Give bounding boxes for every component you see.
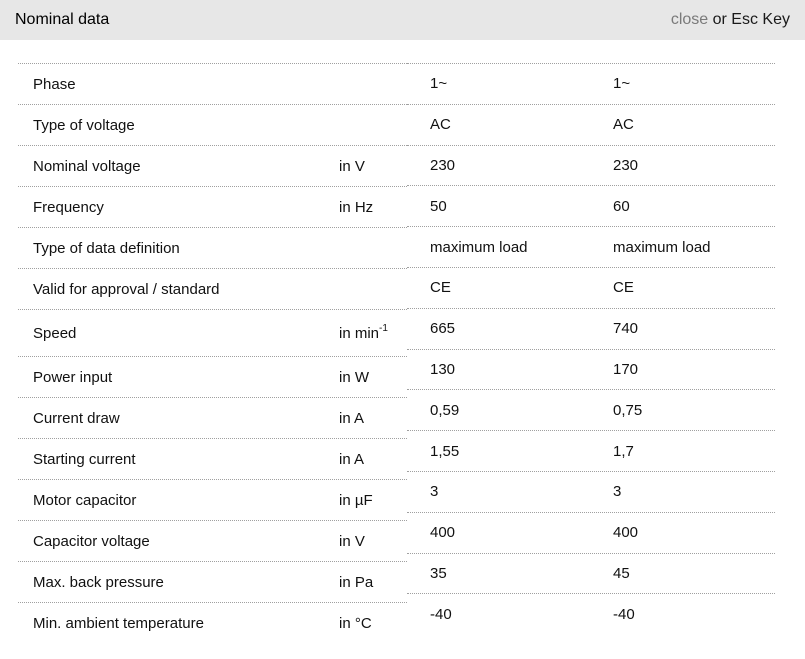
row-value-2: 60 — [613, 197, 630, 215]
row-label: Nominal voltage — [33, 157, 141, 175]
row-value-1: maximum load — [430, 238, 528, 256]
row-value-1: 1,55 — [430, 442, 460, 460]
table-row — [18, 602, 407, 643]
row-value-2: 1,7 — [613, 442, 634, 460]
row-value-1: 130 — [430, 360, 456, 378]
row-value-1: 35 — [430, 564, 447, 582]
table-row — [18, 397, 407, 438]
row-value-2: 170 — [613, 360, 639, 378]
table-row — [18, 268, 407, 309]
row-unit: in µF — [339, 491, 373, 509]
row-label: Starting current — [33, 450, 136, 468]
row-value-1: 50 — [430, 197, 447, 215]
row-label: Phase — [33, 75, 76, 93]
row-unit: in A — [339, 409, 365, 427]
row-label: Power input — [33, 368, 113, 386]
row-label: Current draw — [33, 409, 120, 427]
table-row-values — [407, 145, 775, 186]
table-row-values — [407, 471, 775, 512]
row-label: Frequency — [33, 198, 104, 216]
row-value-2: 0,75 — [613, 401, 643, 419]
row-value-1: AC — [430, 116, 451, 134]
row-unit: in A — [339, 450, 365, 468]
labels-table — [18, 63, 407, 643]
row-unit: in V — [339, 532, 365, 550]
row-unit: in Hz — [339, 198, 374, 216]
table-row-values — [407, 553, 775, 594]
row-value-1: CE — [430, 279, 451, 297]
table-row — [18, 104, 407, 145]
row-value-2: 230 — [613, 156, 639, 174]
table-row — [18, 356, 407, 397]
table-row — [18, 520, 407, 561]
table-row-values — [407, 389, 775, 430]
row-unit: in V — [339, 157, 365, 175]
row-value-2: 740 — [613, 320, 639, 338]
table-row — [18, 309, 407, 356]
table-row-values — [407, 267, 775, 308]
row-label: Speed — [33, 324, 77, 342]
row-label: Type of data definition — [33, 239, 180, 257]
row-value-1: 400 — [430, 524, 456, 542]
row-value-1: -40 — [430, 605, 452, 623]
unit-superscript: -1 — [379, 323, 388, 334]
row-value-1: 3 — [430, 483, 439, 501]
table-row-values — [407, 104, 775, 145]
row-value-2: 3 — [613, 483, 622, 501]
table-row-values — [407, 226, 775, 267]
table-row-values — [407, 63, 775, 104]
row-unit: in W — [339, 368, 369, 386]
row-value-1: 0,59 — [430, 401, 460, 419]
row-value-2: -40 — [613, 605, 635, 623]
table-row — [18, 227, 407, 268]
table-row-values — [407, 512, 775, 553]
esc-key-hint: or Esc Key — [708, 11, 790, 28]
close-link[interactable]: close — [670, 11, 709, 28]
row-label: Capacitor voltage — [33, 532, 150, 550]
page-title: Nominal data — [15, 11, 110, 28]
row-value-1: 1~ — [430, 75, 448, 93]
row-value-2: CE — [613, 279, 634, 297]
table-row-values — [407, 349, 775, 390]
row-value-1: 665 — [430, 320, 456, 338]
row-label: Max. back pressure — [33, 573, 164, 591]
table-row — [18, 438, 407, 479]
table-row-values — [407, 593, 775, 634]
row-unit: in $\min^{-1}$ — [339, 323, 388, 342]
table-row — [18, 186, 407, 227]
row-unit: in °C — [339, 614, 372, 632]
table-row — [18, 561, 407, 602]
table-row-values — [407, 430, 775, 471]
table-row — [18, 479, 407, 520]
row-label: Type of voltage — [33, 116, 135, 134]
row-value-2: 45 — [613, 564, 630, 582]
row-value-1: 230 — [430, 156, 456, 174]
row-value-2: 400 — [613, 524, 639, 542]
row-label: Min. ambient temperature — [33, 614, 204, 632]
row-unit: in Pa — [339, 573, 374, 591]
row-label: Valid for approval / standard — [33, 280, 220, 298]
values-table — [407, 63, 775, 634]
table-row — [18, 145, 407, 186]
table-row — [18, 63, 407, 104]
row-value-2: maximum load — [613, 238, 711, 256]
table-row-values — [407, 185, 775, 226]
row-value-2: 1~ — [613, 75, 631, 93]
row-value-2: AC — [613, 116, 634, 134]
table-row-values — [407, 308, 775, 349]
row-label: Motor capacitor — [33, 491, 137, 509]
